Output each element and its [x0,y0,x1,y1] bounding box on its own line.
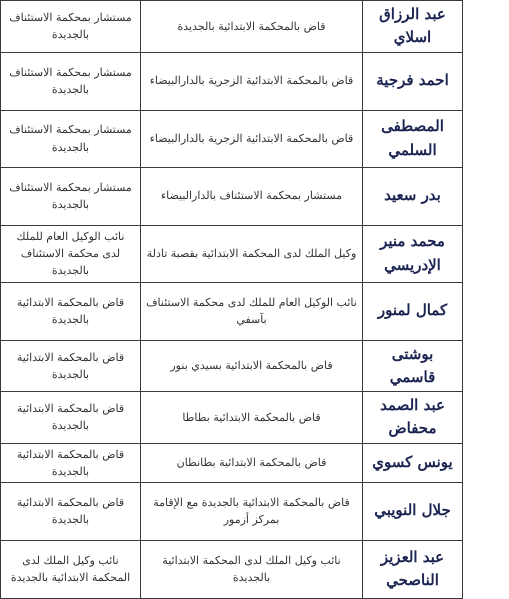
new-post-cell: مستشار بمحكمة الاستئناف بالدارالبيضاء [141,167,363,225]
old-post-cell: نائب وكيل الملك لدى المحكمة الابتدائية بالجديدة [1,540,141,598]
old-post-cell: نائب الوكيل العام للملك لدى محكمة الاستئناف بالجديدة [1,225,141,282]
judge-name-cell: المصطفى السلمي [363,110,463,167]
table-row [1,443,463,482]
table-row [1,540,463,598]
new-post-cell: قاض بالمحكمة الابتدائية بطاطا [141,392,363,444]
judge-name-cell: بوشتى قاسمي [363,340,463,392]
old-post-cell: مستشار بمحكمة الاستئناف بالجديدة [1,167,141,225]
old-post-cell: مستشار بمحكمة الاستئناف بالجديدة [1,110,141,167]
table-row [1,110,463,167]
new-post-cell: قاض بالمحكمة الابتدائية بسيدي بنور [141,340,363,392]
table-row [1,225,463,282]
judge-name-cell: بدر سعيد [363,167,463,225]
table-row [1,340,463,392]
old-post-cell: قاض بالمحكمة الابتدائية بالجديدة [1,392,141,444]
judge-name-cell: عبد الرزاق اسلاي [363,1,463,53]
judge-name-cell: جلال النويبي [363,482,463,540]
judge-name-cell: عبد الصمد محفاض [363,392,463,444]
judge-name-cell: عبد العزيز الناصحي [363,540,463,598]
table-row [1,52,463,110]
table-row [1,282,463,340]
new-post-cell: وكيل الملك لدى المحكمة الابتدائية بقصبة تادلة [141,225,363,282]
judge-name-cell: يونس كسوي [363,443,463,482]
judge-name-cell: احمد فرجية [363,52,463,110]
old-post-cell: قاض بالمحكمة الابتدائية بالجديدة [1,443,141,482]
table-row [1,167,463,225]
table-row [1,482,463,540]
table-row [1,1,463,53]
new-post-cell: قاض بالمحكمة الابتدائية بالجديدة مع الإقامة بمركز أزمور [141,482,363,540]
table-row [1,392,463,444]
new-post-cell: نائب وكيل الملك لدى المحكمة الابتدائية بالجديدة [141,540,363,598]
old-post-cell: مستشار بمحكمة الاستئناف بالجديدة [1,1,141,53]
new-post-cell: قاض بالمحكمة الابتدائية الزجرية بالدارالبيضاء [141,110,363,167]
new-post-cell: قاض بالمحكمة الابتدائية بالجديدة [141,1,363,53]
old-post-cell: قاض بالمحكمة الابتدائية بالجديدة [1,340,141,392]
new-post-cell: قاض بالمحكمة الابتدائية بطانطان [141,443,363,482]
old-post-cell: قاض بالمحكمة الابتدائية بالجديدة [1,482,141,540]
judge-name-cell: كمال لمنور [363,282,463,340]
judge-name-cell: محمد منير الإدريسي [363,225,463,282]
old-post-cell: قاض بالمحكمة الابتدائية بالجديدة [1,282,141,340]
old-post-cell: مستشار بمحكمة الاستئناف بالجديدة [1,52,141,110]
new-post-cell: قاض بالمحكمة الابتدائية الزجرية بالدارالبيضاء [141,52,363,110]
new-post-cell: نائب الوكيل العام للملك لدى محكمة الاستئناف بآسفي [141,282,363,340]
